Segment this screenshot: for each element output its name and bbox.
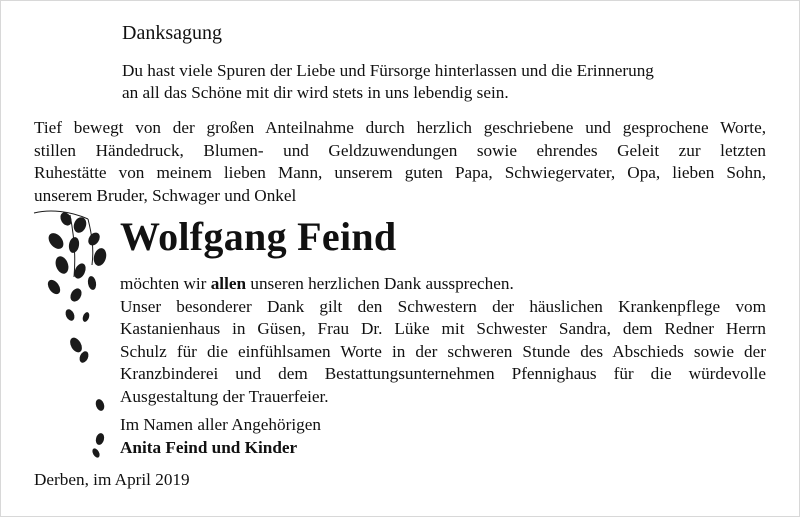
intro-line: Tief bewegt von der großen Anteilnahme durch herzlich geschriebene und gesprochene Worte, bbox=[34, 118, 766, 137]
motto-line: an all das Schöne mit dir wird stets in uns lebendig sein. bbox=[122, 83, 509, 102]
thanks-post: unseren herzlichen Dank aussprechen. bbox=[246, 274, 514, 293]
thanks-line: Unser besonderer Dank gilt den Schwestern der häuslichen Krankenpflege vom bbox=[120, 296, 766, 316]
motto-line: Du hast viele Spuren der Liebe und Fürsorge hinterlassen und die Erinnerung bbox=[122, 61, 654, 80]
signature-block bbox=[120, 414, 321, 459]
thanks-paragraph bbox=[120, 273, 766, 408]
thanks-line: Kastanienhaus in Güsen, Frau Dr. Lüke mit Schwester Sandra, dem Redner Herrn bbox=[120, 319, 766, 338]
intro-line: stillen Händedruck, Blumen- und Geldzuwendungen sowie ehrendes Geleit zur letzten bbox=[34, 140, 766, 160]
place-date: Derben, im April 2019 bbox=[34, 470, 190, 489]
thanks-emphasis: allen bbox=[210, 274, 247, 293]
thanks-pre: möchten wir bbox=[120, 274, 211, 293]
thanks-line: Schulz für die einfühlsamen Worte in der schweren Stunde des Abschieds sowie der bbox=[120, 341, 766, 361]
birch-leaves-icon bbox=[30, 205, 120, 475]
intro-line: Ruhestätte von meinem lieben Mann, unserem guten Papa, Schwiegervater, Opa, lieben Sohn, bbox=[34, 163, 766, 182]
thanks-opening bbox=[120, 273, 766, 296]
intro-line: unserem Bruder, Schwager und Onkel bbox=[34, 185, 297, 205]
thanks-line: Kranzbinderei und dem Bestattungsunternehmen Pfennighaus für die würdevolle bbox=[120, 364, 766, 383]
signature-lead: Im Namen aller Angehörigen bbox=[120, 415, 321, 434]
motto-text bbox=[122, 60, 682, 104]
thanks-line: Ausgestaltung der Trauerfeier. bbox=[120, 386, 329, 406]
intro-paragraph bbox=[34, 117, 766, 207]
notice-heading: Danksagung bbox=[122, 22, 222, 44]
deceased-name: Wolfgang Feind bbox=[120, 214, 397, 259]
signer-name: Anita Feind und Kinder bbox=[120, 437, 298, 457]
